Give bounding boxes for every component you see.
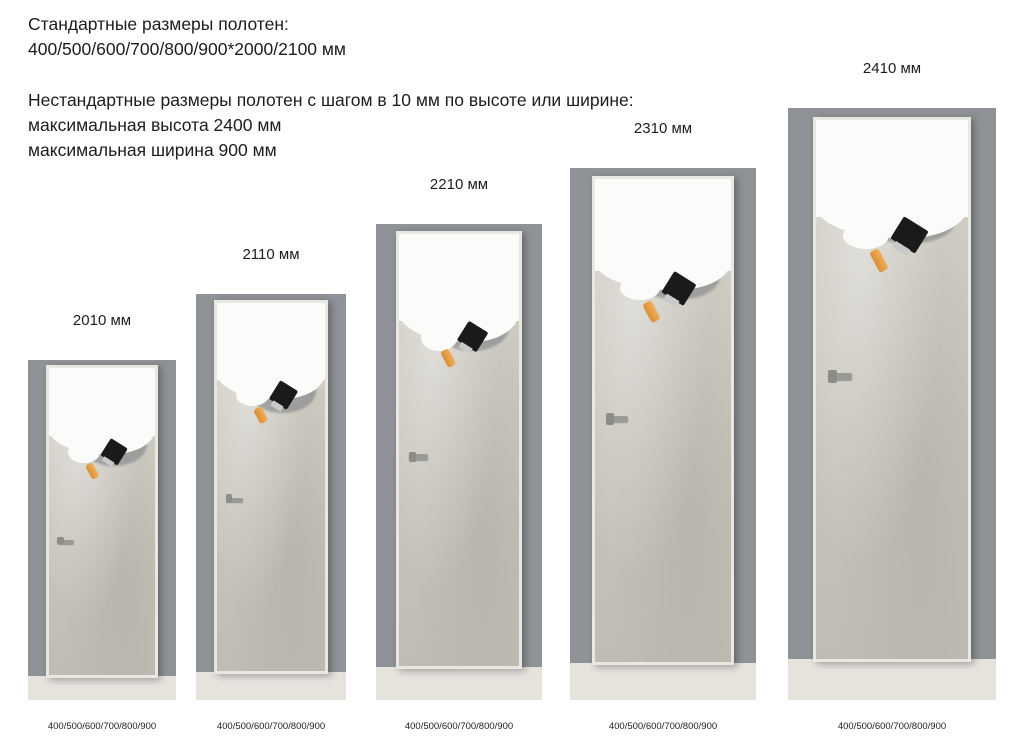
paint-brush <box>265 384 308 458</box>
door-scene-2 <box>196 294 346 700</box>
door-caption-4: 2310 мм <box>633 120 693 137</box>
heading-max-height: максимальная высота 2400 мм <box>28 115 282 135</box>
floor-strip <box>28 676 176 700</box>
heading-max-width: максимальная ширина 900 мм <box>28 140 277 160</box>
paint-brush <box>452 325 500 403</box>
paint-brush <box>883 222 944 308</box>
door-scene-5 <box>788 108 996 700</box>
door-caption-1: 2010 мм <box>72 312 132 329</box>
door-group-5 <box>788 60 996 732</box>
paint-brush <box>96 442 139 509</box>
door-scene-1 <box>28 360 176 700</box>
door-leaf <box>813 117 971 662</box>
door-width-label-2: 400/500/600/700/800/900 <box>216 721 326 732</box>
door-width-label-3: 400/500/600/700/800/900 <box>404 721 514 732</box>
floor-strip <box>570 663 756 700</box>
door-caption-3: 2210 мм <box>429 176 489 193</box>
door-caption-2: 2110 мм <box>242 246 300 263</box>
paint-brush <box>655 276 709 358</box>
white-paint-area <box>399 234 519 320</box>
door-width-label-5: 400/500/600/700/800/900 <box>837 721 947 732</box>
white-paint-area <box>816 120 968 217</box>
door-width-label-4: 400/500/600/700/800/900 <box>608 721 718 732</box>
door-leaf <box>214 300 328 674</box>
white-paint-area <box>217 303 325 380</box>
door-scene-4 <box>570 168 756 700</box>
door-leaf <box>46 365 158 678</box>
door-group-1 <box>28 312 176 732</box>
door-leaf <box>396 231 522 669</box>
door-handle-knob <box>226 494 232 503</box>
heading-standard-sizes-line2: 400/500/600/700/800/900*2000/2100 мм <box>28 39 346 59</box>
door-group-3 <box>376 176 542 732</box>
door-leaf <box>592 176 733 665</box>
floor-strip <box>196 672 346 700</box>
door-width-label-1: 400/500/600/700/800/900 <box>47 721 157 732</box>
floor-strip <box>376 667 542 700</box>
door-group-2 <box>196 246 346 732</box>
white-paint-area <box>595 179 730 271</box>
heading-custom-sizes-line1: Нестандартные размеры полотен с шагом в 10 мм по высоте или ширине: <box>28 90 634 110</box>
door-handle-knob <box>828 370 837 383</box>
door-caption-5: 2410 мм <box>862 60 922 77</box>
door-handle-knob <box>606 413 614 425</box>
door-handle-knob <box>57 537 63 544</box>
door-group-4 <box>570 120 756 732</box>
door-scene-3 <box>376 224 542 700</box>
floor-strip <box>788 659 996 700</box>
door-handle-knob <box>409 452 416 462</box>
white-paint-area <box>49 368 155 435</box>
heading-standard-sizes-line1: Стандартные размеры полотен: <box>28 14 289 34</box>
